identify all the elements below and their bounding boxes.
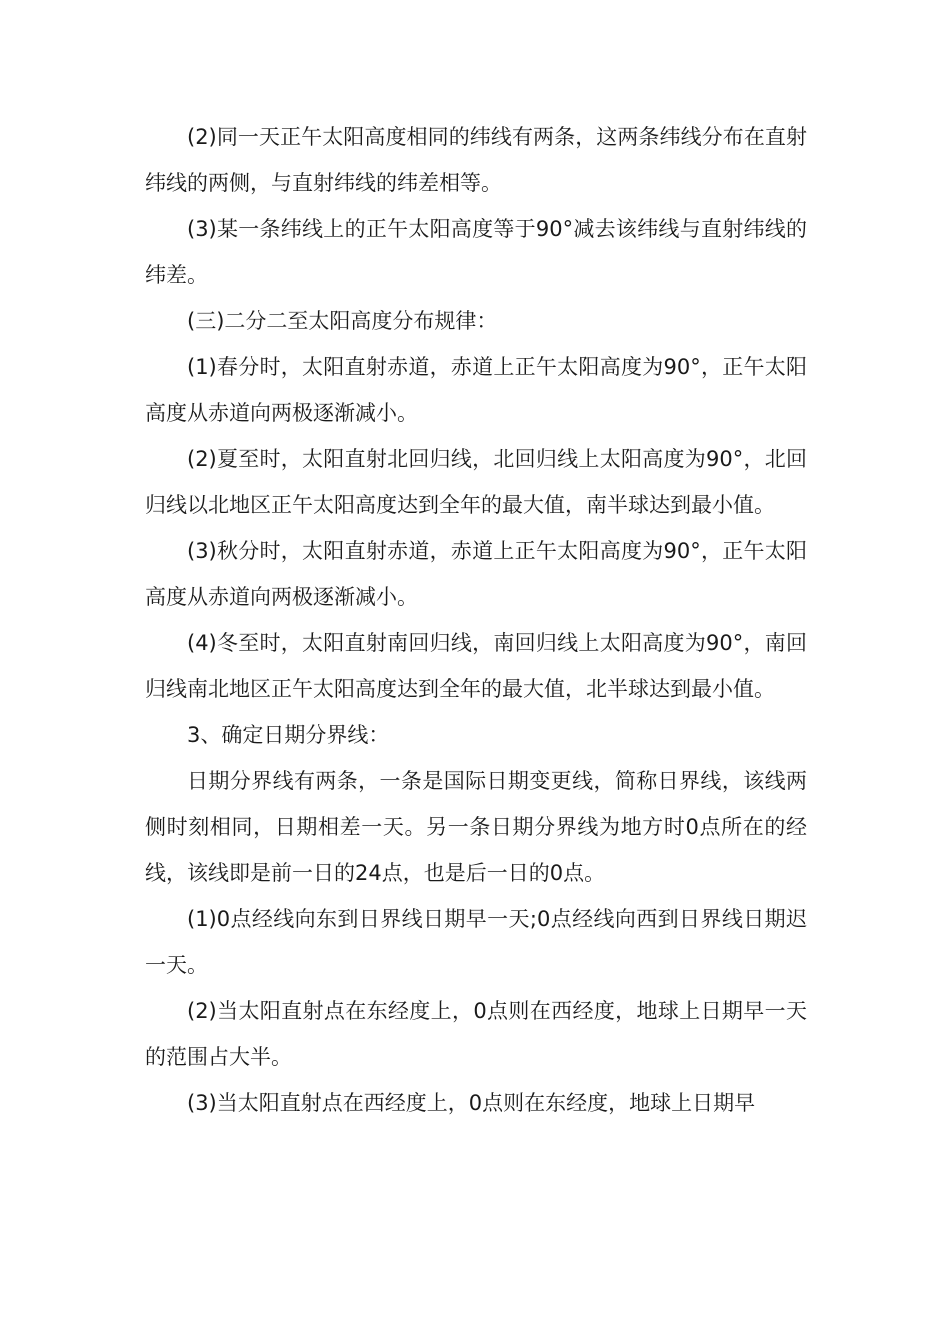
- paragraph-spring-equinox: (1)春分时，太阳直射赤道，赤道上正午太阳高度为90°，正午太阳高度从赤道向两极逐渐减小。: [145, 355, 807, 425]
- paragraph-date-line-intro: 日期分界线有两条，一条是国际日期变更线，简称日界线，该线两侧时刻相同，日期相差一天。另一条日期分界线为地方时0点所在的经线，该线即是前一日的24点，也是后一日的0点。: [145, 769, 807, 885]
- document-body: [145, 114, 807, 1126]
- paragraph-summer-solstice: (2)夏至时，太阳直射北回归线，北回归线上太阳高度为90°，北回归线以北地区正午太阳高度达到全年的最大值，南半球达到最小值。: [145, 447, 807, 517]
- section-heading-solstice-equinox: (三)二分二至太阳高度分布规律：: [187, 309, 498, 333]
- paragraph-date-line-rule-1: (1)0点经线向东到日界线日期早一天;0点经线向西到日界线日期迟一天。: [145, 907, 807, 977]
- section-heading-date-line: 3、确定日期分界线：: [187, 723, 390, 747]
- paragraph-noon-sun-formula: (3)某一条纬线上的正午太阳高度等于90°减去该纬线与直射纬线的纬差。: [145, 217, 807, 287]
- paragraph-autumn-equinox: (3)秋分时，太阳直射赤道，赤道上正午太阳高度为90°，正午太阳高度从赤道向两极逐渐减小。: [145, 539, 807, 609]
- paragraph-winter-solstice: (4)冬至时，太阳直射南回归线，南回归线上太阳高度为90°，南回归线南北地区正午太阳高度达到全年的最大值，北半球达到最小值。: [145, 631, 807, 701]
- paragraph-noon-sun-same-latitudes: (2)同一天正午太阳高度相同的纬线有两条，这两条纬线分布在直射纬线的两侧，与直射纬线的纬差相等。: [145, 125, 807, 195]
- paragraph-date-line-rule-3: (3)当太阳直射点在西经度上，0点则在东经度，地球上日期早: [187, 1091, 756, 1115]
- paragraph-date-line-rule-2: (2)当太阳直射点在东经度上，0点则在西经度，地球上日期早一天的范围占大半。: [145, 999, 807, 1069]
